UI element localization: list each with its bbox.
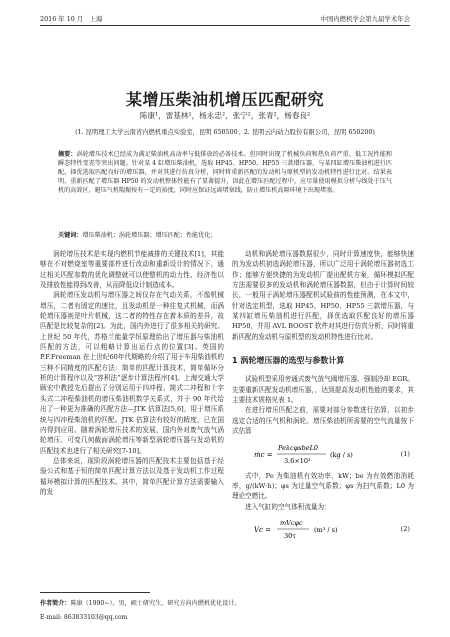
abstract-label: 摘要： bbox=[58, 151, 77, 158]
keywords-text: 增压柴油机；涡轮增压器；增压匹配；性能优化； bbox=[82, 232, 217, 239]
header-left: 2016 年 10 月 上海 bbox=[40, 14, 103, 23]
abstract bbox=[58, 150, 392, 195]
intro-paragraph-3: 总体来说，现阶段涡轮增压器的匹配技术主要包括基于经验公式和基于恒的简单匹配计算方法以及基于发动机工作过程循环模拟计算的匹配技术。其中，简单匹配计算方法需要输入的发 bbox=[40, 456, 224, 496]
equation-1 bbox=[232, 439, 414, 469]
right-paragraph-5: 进入气缸的空气体积流量为： bbox=[245, 502, 331, 511]
intro-paragraph-2: 涡轮增压发动机与增压器之间仅存在气动关系，不像机械增压，二者有固定的速比，且发动机是一种往复式机械，而涡轮增压器则是叶片机械，这二者的特性存在着本质的差异，故匹配是比较复杂的[2]。为此，国内外进行了很多相关的研究。上世纪 50 年代，苏格兰能量学恒原理给出了增压器与柴油机匹配的方法，可以粗略计算出运行点的位置[3]。英国的 P.F.Freeman 在上世纪60年代期略的介绍了用于车用柴油机的三种不同精度的匹配方法：简单的匹配计算技术，简单循环分析的计算程序以及“容积法”逐步计算法程序[4]。上海交通大学顾宏中教授先后提出了分别运用于四冲程、简式二冲程和十字头式二冲程柴油机的增压柴油机数学关系式，并于 90 年代给出了一种更为准确的匹配方法—JTK 估算法[5,6]，用于增压系统与四冲程柴油机的匹配。JTK 估算法有较好的精度，已在国内得到应用。随着涡轮增压技术的发展，国内外对废气放气涡轮增压、可变几何截面涡轮增压等新型涡轮增压器与发动机的匹配技术也进行了相关研究[7-10]。 bbox=[40, 291, 224, 455]
right-paragraph-4: 式中，Pe 为柴油机有效功率，kW；be 为有效燃油消耗率，g/(kW·h)；φs 为过量空气系数；φs 为扫气系数；L0 为理论空燃比。 bbox=[232, 471, 414, 501]
affiliation: (1. 昆明理工大学云南省内燃机重点实验室，昆明 650500；2. 昆明云内动力股份有限公司，昆明 650200) bbox=[75, 129, 375, 136]
right-paragraph-3: 在进行增压匹配之前，需要对部分参数进行估算，以初步选定合适的压气机和涡轮。增压柴油机所需要的空气流量按下式估算 bbox=[232, 406, 414, 436]
eq1-denominator: 3.6×10³ bbox=[284, 456, 311, 465]
right-paragraph-2: 试验机型采用旁通式废气放气阀增压器、强制冷却 EGR。先要重新匹配发动机增压器，，达到提高发动机性能的要求，其主要技术规格见表 1。 bbox=[232, 375, 414, 405]
eq2-denominator: 30τ bbox=[284, 531, 296, 540]
equation-1-graphic bbox=[254, 439, 374, 469]
right-column bbox=[232, 249, 414, 546]
keywords-label: 关键词： bbox=[58, 232, 83, 239]
left-column bbox=[40, 249, 224, 497]
paper-title: 某增压柴油机增压匹配研究 bbox=[125, 90, 324, 109]
author-bio-label: 作者简介： bbox=[40, 600, 71, 607]
footnote-rule bbox=[40, 592, 150, 593]
eq1-lhs: ṁc = bbox=[254, 450, 273, 459]
author-email: E-mail: 863833103@qq.com bbox=[40, 614, 128, 621]
equation-2 bbox=[232, 514, 414, 544]
section-title: 1 涡轮增压器的选型与参数计算 bbox=[232, 356, 345, 366]
running-header bbox=[40, 12, 410, 24]
eq1-unit: (kg / s) bbox=[330, 450, 353, 459]
header-right: 中国内燃机学会第九届学术年会 bbox=[320, 14, 410, 23]
author-bio bbox=[40, 598, 240, 607]
eq2-numerator: mVcφc bbox=[280, 518, 303, 527]
eq2-lhs: Vc = bbox=[254, 525, 272, 534]
author-list: 陈康¹，雷基林¹，杨永忠²，张宁²，张青²，杨春良² bbox=[139, 111, 311, 120]
right-paragraph-1: 动机和涡轮增压器数据很少，同时计算速度快，能够快速的为发动机初选涡轮增压器，所以广泛用于涡轮增压器初选工作；能够方便快捷的为发动机厂提出配机方案，循环模拟匹配方法需要很多的发动机和涡轮增压器数据，但由于计算时间较长，一般用于涡轮增压器配机试验前的性能预测，在本文中，针对选定机型，选取 HP45、HP50、HP55 三款增压器，与某四缸增压柴油机进行匹配，择优选取匹配良好的增压器 HP50，并用 AVL BOOST 软件对其进行仿真分析，同时将重新匹配的发动机与原机型的发动机特性进行比对。 bbox=[232, 250, 414, 341]
equation-1-number: (1) bbox=[400, 449, 410, 458]
eq1-numerator: PeλcφsbeL0 bbox=[278, 443, 319, 452]
abstract-text: 涡轮增压技术已经成为满足柴油机高动率与低排放的必备技术。但同时出现了机械负荷和热负荷严重、低工况性能和瞬态特性变差等突出问题。针对某 4 缸增压柴油机，选取 HP45、HP50、HP55 三款增压器，与某四缸增压柴油机进行匹配，择优选取匹配良好的增压器，并对其进行仿真分析，同时将重新匹配的发动机与原机型的发动机特性进行比对。结果表明，重新匹配了增压器 HP50 的发动机整体性能有了显著提升，因此在增压匹配过程中，应尽量使用模拟分析与线处于压气机的高效区，避压气机喘振按有一定的裕度，同时应保证远离堵塞线，防止增压机高原环境下出现堵塞。 bbox=[58, 151, 393, 194]
intro-paragraph-1: 涡轮增压技术是实现内燃机节能减排的关键技术[1]，其能够在不对燃烧室等重要部件进行改动和重新设计的情况下，通过相关匹配参数的优化调整就可以使整机的动力性、经济性以及排放性能得到改善，从而降低设计制造成本。 bbox=[40, 250, 224, 290]
author-bio-text: 陈康（1990~），男，硕士研究生，研究方向内燃机优化设计。 bbox=[70, 600, 241, 607]
equation-2-graphic bbox=[254, 514, 374, 544]
eq2-unit: (m³ / s) bbox=[314, 525, 338, 534]
header-rule bbox=[40, 25, 410, 26]
keywords bbox=[58, 230, 392, 239]
equation-2-number: (2) bbox=[400, 524, 410, 533]
